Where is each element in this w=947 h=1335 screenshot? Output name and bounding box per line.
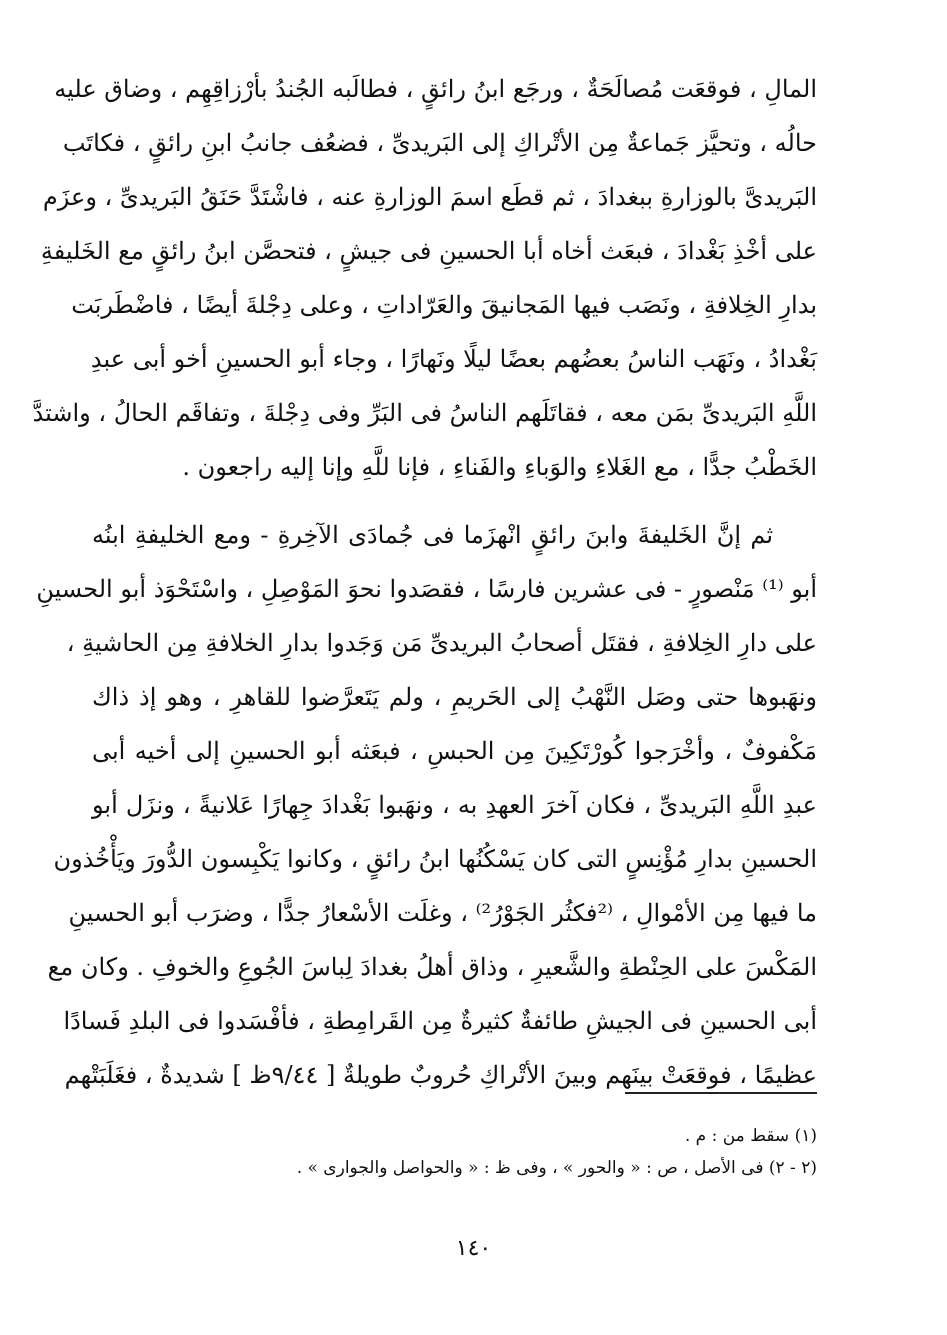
page-number: ١٤٠: [455, 1236, 492, 1261]
text-line: أبى الحسينِ فى الجيشِ طائفةٌ كثيرةٌ مِن القَرامِطةِ ، فأفْسَدوا فى البلدِ فَسادًا: [63, 1007, 817, 1035]
text-line: ما فيها مِن الأمْوالِ ، ⁽²فكثُر الجَوْرُ²⁾ ، وغلَت الأسْعارُ جدًّا ، وضرَب أبو الحسينِ: [68, 899, 817, 927]
main-text: [32, 62, 817, 1102]
text-line: على دارِ الخِلافةِ ، فقتَل أصحابُ البريدىِّ مَن وَجَدوا بدارِ الخلافةِ مِن الحاشيةِ ،: [66, 629, 817, 657]
text-line: عظيمًا ، فوقعَتْ بينَهم وبينَ الأتْراكِ حُروبٌ طويلةٌ [ ٩/٤٤ظ ] شديدةٌ ، فغَلَبَتْهم: [64, 1061, 817, 1089]
text-line: أبو ⁽¹⁾ مَنْصورٍ - فى عشرين فارسًا ، فقصَدوا نحوَ المَوْصِلِ ، واسْتَحْوَذ أبو الحسينِ: [36, 575, 817, 603]
text-line: اللَّهِ البَريدىِّ بمَن معه ، فقاتَلَهم الناسُ فى البَرِّ وفى دِجْلةَ ، وتفاقَم الحالُ ، واشتدَّ: [32, 399, 817, 427]
text-line: على أخْذِ بَغْدادَ ، فبعَث أخاه أبا الحسينِ فى جيشٍ ، فتحصَّن ابنُ رائقٍ مع الخَليفةِ: [40, 237, 817, 265]
paragraph-1: [32, 62, 817, 494]
footnote-2: (٢ - ٢) فى الأصل ، ص : « والحور » ، وفى ظ : « والحواصل والجوارى » .: [296, 1158, 817, 1178]
text-line: حالُه ، وتحيَّز جَماعةٌ مِن الأتْراكِ إلى البَريدىِّ ، فضعُف جانبُ ابنِ رائقٍ ، فكاتَب: [62, 129, 817, 157]
text-line: المَكْسَ على الحِنْطةِ والشَّعيرِ ، وذاق أهلُ بغدادَ لِباسَ الجُوعِ والخوفِ . وكان مع: [47, 953, 817, 981]
text-line: ثم إنَّ الخَليفةَ وابنَ رائقٍ انْهزَما فى جُمادَى الآخِرةِ - ومع الخليفةِ ابنُه: [92, 521, 773, 549]
text-line: بَغْدادُ ، ونَهَب الناسُ بعضُهم بعضًا ليلًا ونَهارًا ، وجاء أبو الحسينِ أخو أبى عبدِ: [90, 345, 817, 373]
text-line: عبدِ اللَّهِ البَريدىِّ ، فكان آخرَ العهدِ به ، ونهَبوا بَغْدادَ جِهارًا عَلانيةً ، ونزَل أبو: [92, 791, 817, 819]
text-line: مَكْفوفٌ ، وأخْرَجوا كُورْتَكِينَ مِن الحبسِ ، فبعَثه أبو الحسينِ إلى أخيه أبى: [92, 737, 817, 765]
text-line: بدارِ الخِلافةِ ، ونَصَب فيها المَجانيقَ والعَرّاداتِ ، وعلى دِجْلةَ أيضًا ، فاضْطَربَت: [71, 291, 817, 319]
text-line: البَريدىَّ بالوزارةِ ببغدادَ ، ثم قطَع اسمَ الوزارةِ عنه ، فاشْتَدَّ حَنَقُ البَريدىِّ ، وعزَم: [42, 183, 817, 211]
footnote-1: (١) سقط من : م .: [684, 1126, 817, 1146]
paragraph-2: [36, 508, 817, 1102]
footnote-separator: [625, 1092, 817, 1094]
text-line: الخَطْبُ جدًّا ، مع الغَلاءِ والوَباءِ والفَناءِ ، فإنا للَّهِ وإنا إليه راجعون .: [182, 453, 817, 481]
footnotes: [92, 1120, 817, 1184]
text-line: الحسينِ بدارِ مُؤْنِسٍ التى كان يَسْكُنُها ابنُ رائقٍ ، وكانوا يَكْبِسون الدُّورَ ويَأْخُذون: [53, 845, 817, 873]
text-line: المالِ ، فوقعَت مُصالَحَةٌ ، ورجَع ابنُ رائقٍ ، فطالَبه الجُندُ بأرْزاقِهِم ، وضاق عليه: [54, 75, 817, 103]
text-line: ونهَبوها حتى وصَل النَّهْبُ إلى الحَريمِ ، ولم يَتَعرَّضوا للقاهرِ ، وهو إذ ذاك: [92, 683, 817, 711]
